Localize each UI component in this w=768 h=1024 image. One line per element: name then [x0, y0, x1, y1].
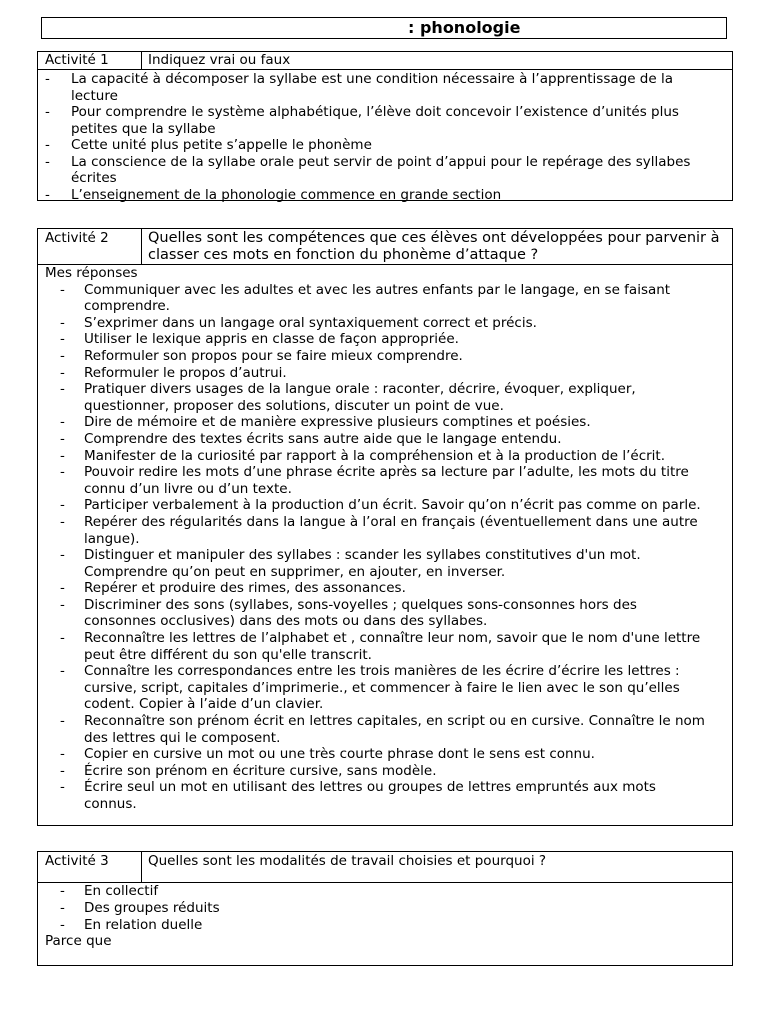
list-item: - Utiliser le lexique appris en classe de façon appropriée.	[60, 331, 459, 348]
list-item: - Reconnaître les lettres de l’alphabet et , connaître leur nom, savoir que le nom d'une lettre peut être différent du son qu'elle transcrit.	[60, 630, 701, 663]
list-item: - Écrire seul un mot en utilisant des lettres ou groupes de lettres empruntés aux mots connus.	[60, 779, 656, 812]
list-item: - Repérer et produire des rimes, des assonances.	[60, 580, 406, 597]
activity-3-list	[38, 883, 732, 933]
list-item: - Copier en cursive un mot ou une très courte phrase dont le sens est connu.	[60, 746, 595, 763]
activity-3-body	[38, 933, 732, 950]
list-item: - La conscience de la syllabe orale peut servir de point d’appui pour le repérage des syllabes écrites	[45, 153, 691, 186]
activity-1-block	[37, 51, 733, 201]
title-box	[41, 17, 727, 39]
activity-2-label: Activité 2	[38, 229, 142, 264]
activity-1-label: Activité 1	[38, 52, 142, 69]
list-item: - La capacité à décomposer la syllabe est une condition nécessaire à l’apprentissage de la lecture	[45, 71, 673, 104]
activity-3-conclusion: Parce que	[45, 933, 112, 950]
list-item: - Reconnaître son prénom écrit en lettres capitales, en script ou en cursive. Connaître le nom des lettres qui le composent.	[60, 713, 705, 746]
list-item: - Connaître les correspondances entre les trois manières de les écrire d’écrire les lettres : cursive, script, capitales d’imprimerie., et commencer à faire le lien avec le son qu’elles codent. Copier à l’aide d’un clavier.	[60, 663, 680, 713]
list-item: - Comprendre des textes écrits sans autre aide que le langage entendu.	[60, 430, 562, 447]
list-item: - L’enseignement de la phonologie commence en grande section	[45, 186, 502, 203]
list-item: - Des groupes réduits	[60, 899, 220, 916]
answers-heading: Mes réponses	[45, 265, 138, 281]
activity-2-question: Quelles sont les compétences que ces élèves ont développées pour parvenir à classer ces mots en fonction du phonème d’attaque ?	[148, 230, 720, 263]
list-item: - Manifester de la curiosité par rapport à la compréhension et à la production de l’écrit.	[60, 447, 666, 464]
activity-1-body	[38, 70, 732, 203]
list-item: - Repérer des régularités dans la langue à l’oral en français (éventuellement dans une autre langue).	[60, 513, 698, 547]
activity-1-question: Indiquez vrai ou faux	[148, 52, 291, 68]
activity-2-header	[38, 229, 732, 265]
activity-3-block	[37, 851, 733, 966]
list-item: - S’exprimer dans un langage oral syntaxiquement correct et précis.	[60, 314, 537, 331]
activity-1-list	[45, 71, 712, 203]
list-item: - Participer verbalement à la production d’un écrit. Savoir qu’on n’écrit pas comme on parle.	[60, 497, 701, 514]
list-item: - Reformuler son propos pour se faire mieux comprendre.	[60, 347, 463, 364]
activity-2-body	[38, 265, 732, 282]
list-item: - En collectif	[60, 883, 159, 899]
activity-2-block	[37, 228, 733, 826]
list-item: - En relation duelle	[60, 916, 203, 933]
page-title: : phonologie	[408, 18, 521, 37]
list-item: - Distinguer et manipuler des syllabes : scander les syllabes constitutives d'un mot. Comprendre qu’on peut en supprimer, en ajouter, en inverser.	[60, 547, 641, 580]
list-item: - Reformuler le propos d’autrui.	[60, 364, 287, 381]
list-item: - Communiquer avec les adultes et avec les autres enfants par le langage, en se faisant comprendre.	[60, 281, 671, 315]
activity-3-header	[38, 852, 732, 883]
activity-3-label: Activité 3	[38, 852, 142, 882]
list-item: - Discriminer des sons (syllabes, sons-voyelles ; quelques sons-consonnes hors des consonnes occlusives) dans des mots ou dans des syllabes.	[60, 596, 637, 630]
list-item: - Cette unité plus petite s’appelle le phonème	[45, 137, 372, 153]
list-item: - Écrire son prénom en écriture cursive, sans modèle.	[60, 762, 437, 779]
list-item: - Pour comprendre le système alphabétique, l’élève doit concevoir l’existence d’unités plus petites que la syllabe	[45, 104, 679, 137]
activity-1-header	[38, 52, 732, 70]
activity-2-list	[38, 282, 732, 813]
list-item: - Pratiquer divers usages de la langue orale : raconter, décrire, évoquer, expliquer, questionner, proposer des solutions, discuter un point de vue.	[60, 381, 636, 414]
list-item: - Dire de mémoire et de manière expressive plusieurs comptines et poésies.	[60, 414, 591, 431]
activity-3-question: Quelles sont les modalités de travail choisies et pourquoi ?	[148, 853, 547, 869]
list-item: - Pouvoir redire les mots d’une phrase écrite après sa lecture par l’adulte, les mots du titre connu d’un livre ou d’un texte.	[60, 464, 689, 497]
